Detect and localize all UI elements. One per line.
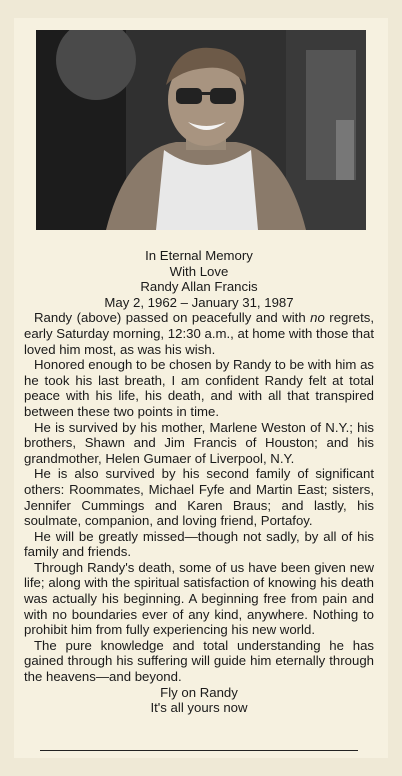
paragraph-1-emphasis: no	[310, 310, 325, 326]
bottom-rule	[40, 750, 358, 751]
closing-line2: It's all yours now	[150, 700, 248, 716]
life-dates: May 2, 1962 – January 31, 1987	[104, 294, 294, 310]
paragraph-1-post: regrets, early Saturday morning, 12:30 a.m., at home with those that loved him most, as was his wish.	[24, 310, 375, 357]
paragraph-6: Through Randy's death, some of us have been given new life; along with the spiritual satisfaction of knowing his death was actually his beginning. A beginning free from pain and with no boundaries ever of any kind, anywhere. Nothing to prohibit him from fully experiencing his new world.	[24, 559, 374, 638]
paragraph-2: Honored enough to be chosen by Randy to be with him as he took his last breath, I am confident Randy felt at total peace with his life, his death, and with all that transpired between these two points in time.	[24, 357, 374, 419]
portrait-photo-icon	[36, 30, 366, 230]
portrait-photo	[36, 30, 366, 230]
deceased-name: Randy Allan Francis	[140, 279, 258, 295]
paragraph-3: He is survived by his mother, Marlene Weston of N.Y.; his brothers, Shawn and Jim Francis of Houston; and his grandmother, Helen Gumaer of Liverpool, N.Y.	[24, 419, 374, 466]
heading-line1: In Eternal Memory	[145, 248, 253, 263]
paragraph-4: He is also survived by his second family of significant others: Roommates, Michael Fyfe and Martin East; sisters, Jennifer Cummings and Karen Braus; and lastly, his soulmate, companion, and loving friend, Portafoy.	[24, 466, 374, 529]
paragraph-5: He will be greatly missed—though not sadly, by all of his family and friends.	[24, 528, 374, 560]
obituary-text	[24, 248, 374, 716]
paragraph-1	[24, 310, 374, 357]
heading-line2: With Love	[169, 263, 229, 279]
paragraph-7: The pure knowledge and total understanding he has gained through his suffering will guide him eternally through the heavens—and beyond.	[24, 637, 374, 685]
closing-line1: Fly on Randy	[160, 684, 238, 700]
paragraph-1-pre: Randy (above) passed on peacefully and with	[34, 310, 311, 326]
